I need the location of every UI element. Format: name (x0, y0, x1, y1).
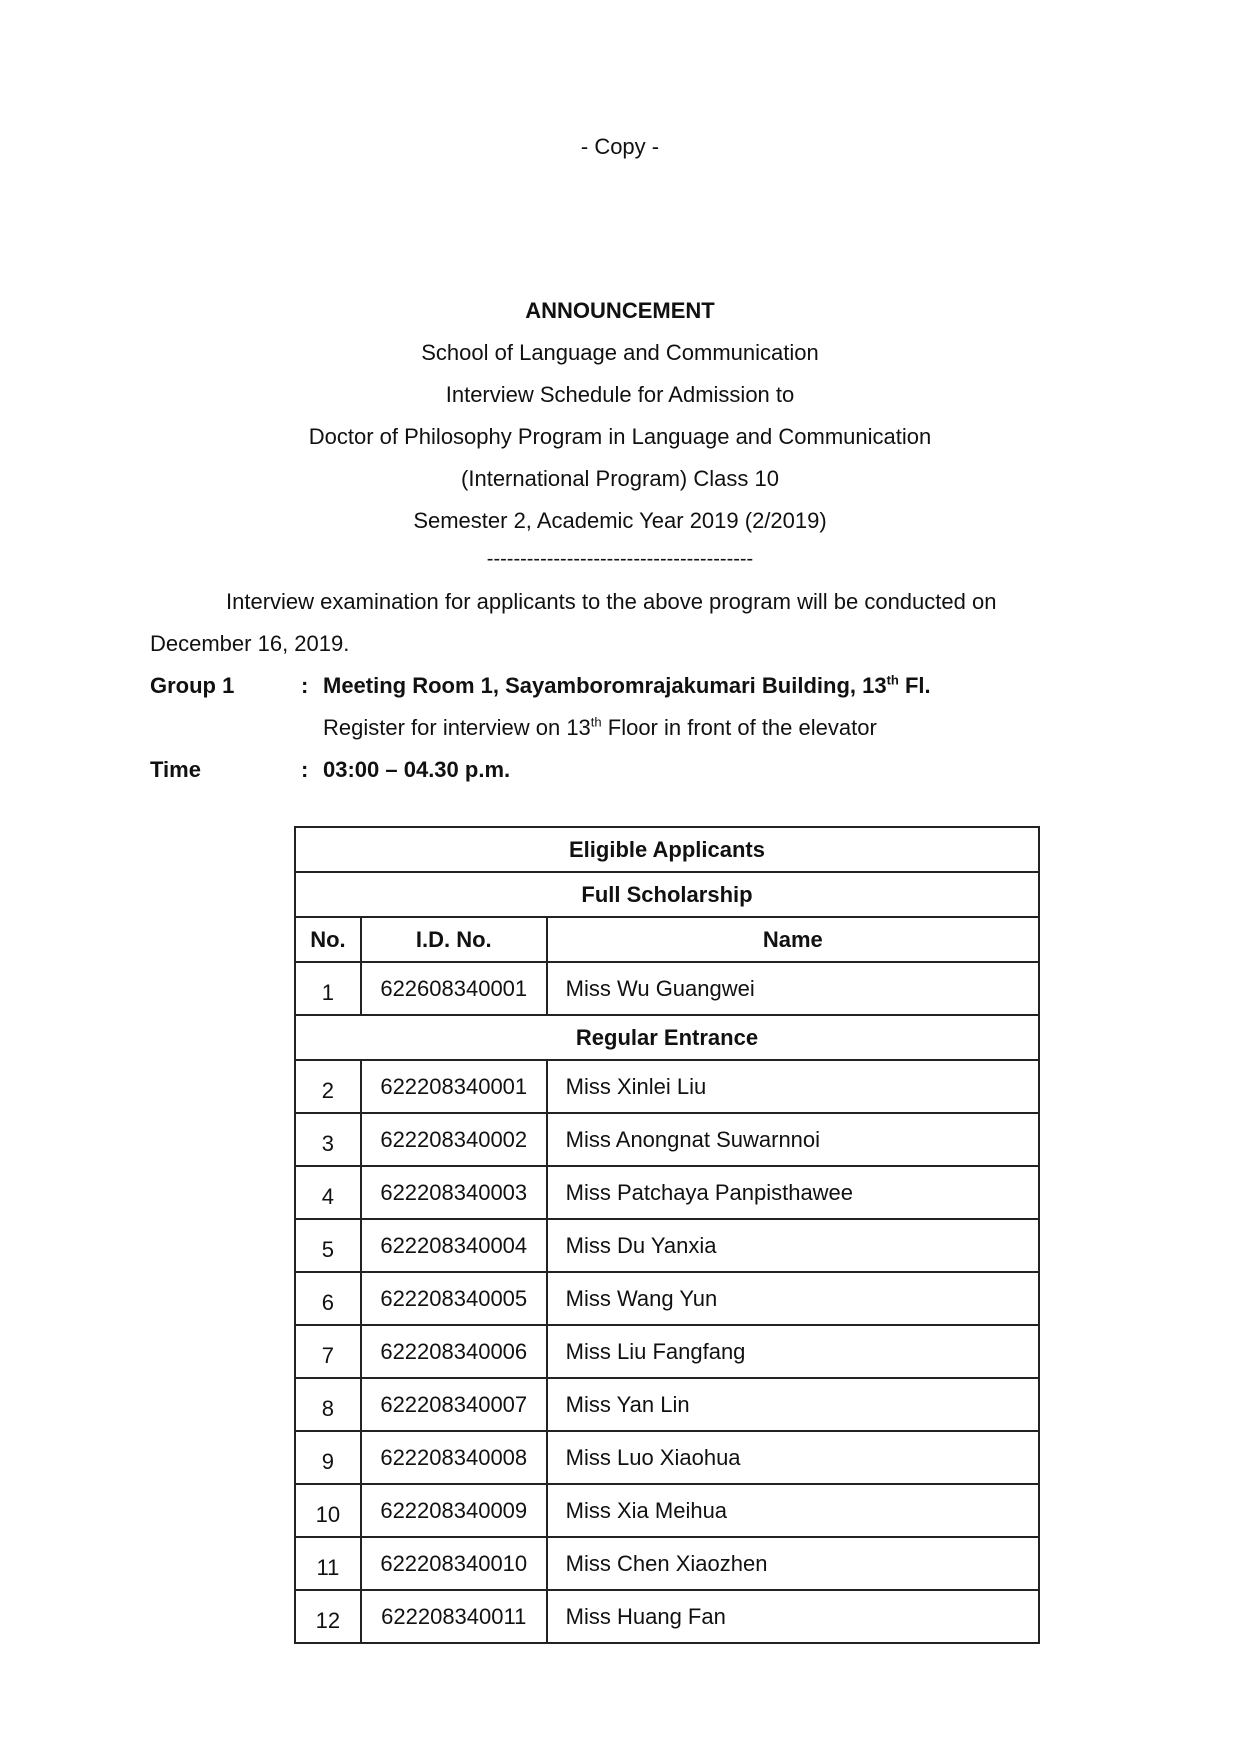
group-location (323, 673, 931, 699)
announcement-title: ANNOUNCEMENT (525, 298, 715, 323)
row-name: Miss Xinlei Liu (547, 1060, 1039, 1113)
group-colon: : (301, 673, 309, 698)
table-row (295, 1166, 1039, 1219)
program-name: Doctor of Philosophy Program in Language and Communication (308, 424, 932, 449)
row-number: 2 (295, 1060, 361, 1113)
column-header-id: I.D. No. (361, 917, 547, 962)
section-row (295, 872, 1039, 917)
column-header-name: Name (547, 917, 1039, 962)
column-header-no: No. (295, 917, 361, 962)
group-location-text: Meeting Room 1, Sayamboromrajakumari Building, 13 (323, 673, 887, 698)
row-number: 10 (295, 1484, 361, 1537)
copy-mark: - Copy - (580, 134, 660, 159)
row-number: 1 (295, 962, 361, 1015)
row-name: Miss Xia Meihua (547, 1484, 1039, 1537)
row-number: 3 (295, 1113, 361, 1166)
row-id: 622608340001 (361, 962, 547, 1015)
table-row (295, 1484, 1039, 1537)
table-row (295, 1431, 1039, 1484)
applicants-table (294, 826, 1040, 1644)
group-location-sup: th (886, 672, 899, 688)
row-name: Miss Wang Yun (547, 1272, 1039, 1325)
row-name: Miss Liu Fangfang (547, 1325, 1039, 1378)
group-location-suffix: Fl. (898, 673, 931, 698)
table-row (295, 1537, 1039, 1590)
section-row (295, 1015, 1039, 1060)
table-row (295, 962, 1039, 1015)
program-class: (International Program) Class 10 (461, 466, 779, 491)
row-name: Miss Huang Fan (547, 1590, 1039, 1643)
time-label: Time (150, 757, 201, 782)
row-name: Miss Yan Lin (547, 1378, 1039, 1431)
table-row (295, 1219, 1039, 1272)
row-number: 4 (295, 1166, 361, 1219)
row-number: 12 (295, 1590, 361, 1643)
register-note (323, 715, 877, 741)
row-id: 622208340005 (361, 1272, 547, 1325)
table-row (295, 1113, 1039, 1166)
divider-line: ---------------------------------------- (486, 548, 754, 570)
row-number: 5 (295, 1219, 361, 1272)
intro-date: December 16, 2019. (150, 631, 350, 656)
row-name: Miss Chen Xiaozhen (547, 1537, 1039, 1590)
row-id: 622208340008 (361, 1431, 547, 1484)
row-id: 622208340007 (361, 1378, 547, 1431)
register-text: Register for interview on 13 (323, 715, 591, 740)
schedule-heading: Interview Schedule for Admission to (445, 382, 795, 407)
table-row (295, 1378, 1039, 1431)
table-row (295, 1272, 1039, 1325)
register-sup: th (590, 714, 602, 730)
row-number: 8 (295, 1378, 361, 1431)
row-number: 11 (295, 1537, 361, 1590)
row-number: 6 (295, 1272, 361, 1325)
semester-info: Semester 2, Academic Year 2019 (2/2019) (413, 508, 827, 533)
table-row (295, 1060, 1039, 1113)
table-title: Eligible Applicants (295, 827, 1039, 872)
table-row (295, 1325, 1039, 1378)
row-number: 9 (295, 1431, 361, 1484)
row-name: Miss Patchaya Panpisthawee (547, 1166, 1039, 1219)
row-id: 622208340002 (361, 1113, 547, 1166)
row-id: 622208340006 (361, 1325, 547, 1378)
row-name: Miss Anongnat Suwarnnoi (547, 1113, 1039, 1166)
group-label: Group 1 (150, 673, 235, 698)
row-id: 622208340009 (361, 1484, 547, 1537)
time-value: 03:00 – 04.30 p.m. (323, 757, 511, 782)
time-colon: : (301, 757, 309, 782)
row-name: Miss Du Yanxia (547, 1219, 1039, 1272)
row-id: 622208340011 (361, 1590, 547, 1643)
row-name: Miss Wu Guangwei (547, 962, 1039, 1015)
row-number: 7 (295, 1325, 361, 1378)
section-regular-entrance: Regular Entrance (295, 1015, 1039, 1060)
register-suffix: Floor in front of the elevator (601, 715, 877, 740)
intro-text: Interview examination for applicants to the above program will be conducted on (226, 589, 997, 614)
row-id: 622208340003 (361, 1166, 547, 1219)
row-id: 622208340004 (361, 1219, 547, 1272)
section-full-scholarship: Full Scholarship (295, 872, 1039, 917)
table-title-row (295, 827, 1039, 872)
school-name: School of Language and Communication (421, 340, 819, 365)
table-row (295, 1590, 1039, 1643)
row-name: Miss Luo Xiaohua (547, 1431, 1039, 1484)
row-id: 622208340010 (361, 1537, 547, 1590)
row-id: 622208340001 (361, 1060, 547, 1113)
column-header-row (295, 917, 1039, 962)
